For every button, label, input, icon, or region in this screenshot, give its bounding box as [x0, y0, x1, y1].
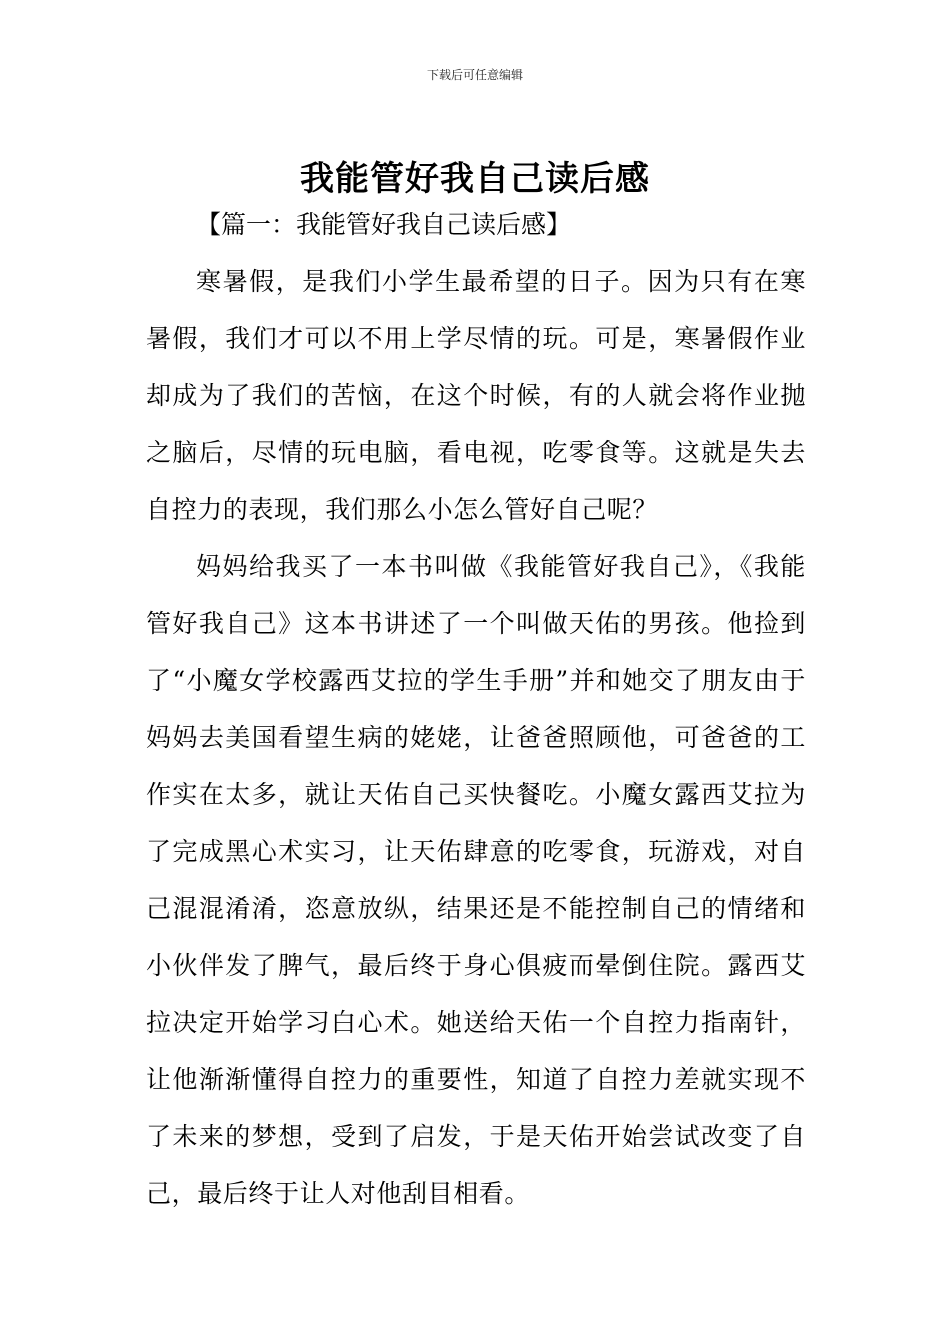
- section-heading: 【篇一：我能管好我自己读后感】: [196, 210, 572, 239]
- paragraph-1: 寒暑假，是我们小学生最希望的日子。因为只有在寒暑假，我们才可以不用上学尽情的玩。可是，寒暑假作业却成为了我们的苦恼，在这个时候，有的人就会将作业抛之脑后，尽情的玩电脑，看电视，吃零食等。这就是失去自控力的表现，我们那么小怎么管好自己呢？: [146, 267, 806, 524]
- document-title: 我能管好我自己读后感: [300, 158, 650, 199]
- header-note: 下载后可任意编辑: [426, 68, 523, 82]
- paragraph-2: 妈妈给我买了一本书叫做《我能管好我自己》，《我能管好我自己》这本书讲述了一个叫做天佑的男孩。他捡到了“小魔女学校露西艾拉的学生手册”并和她交了朋友由于妈妈去美国看望生病的姥姥，让爸爸照顾他，可爸爸的工作实在太多，就让天佑自己买快餐吃。小魔女露西艾拉为了完成黑心术实习，让天佑肆意的吃零食，玩游戏，对自己混混淆淆，恣意放纵，结果还是不能控制自己的情绪和小伙伴发了脾气，最后终于身心俱疲而晕倒住院。露西艾拉决定开始学习白心术。她送给天佑一个自控力指南针，让他渐渐懂得自控力的重要性，知道了自控力差就实现不了未来的梦想，受到了启发，于是天佑开始尝试改变了自己，最后终于让人对他刮目相看。: [146, 552, 806, 1208]
- document-body: [146, 196, 806, 1222]
